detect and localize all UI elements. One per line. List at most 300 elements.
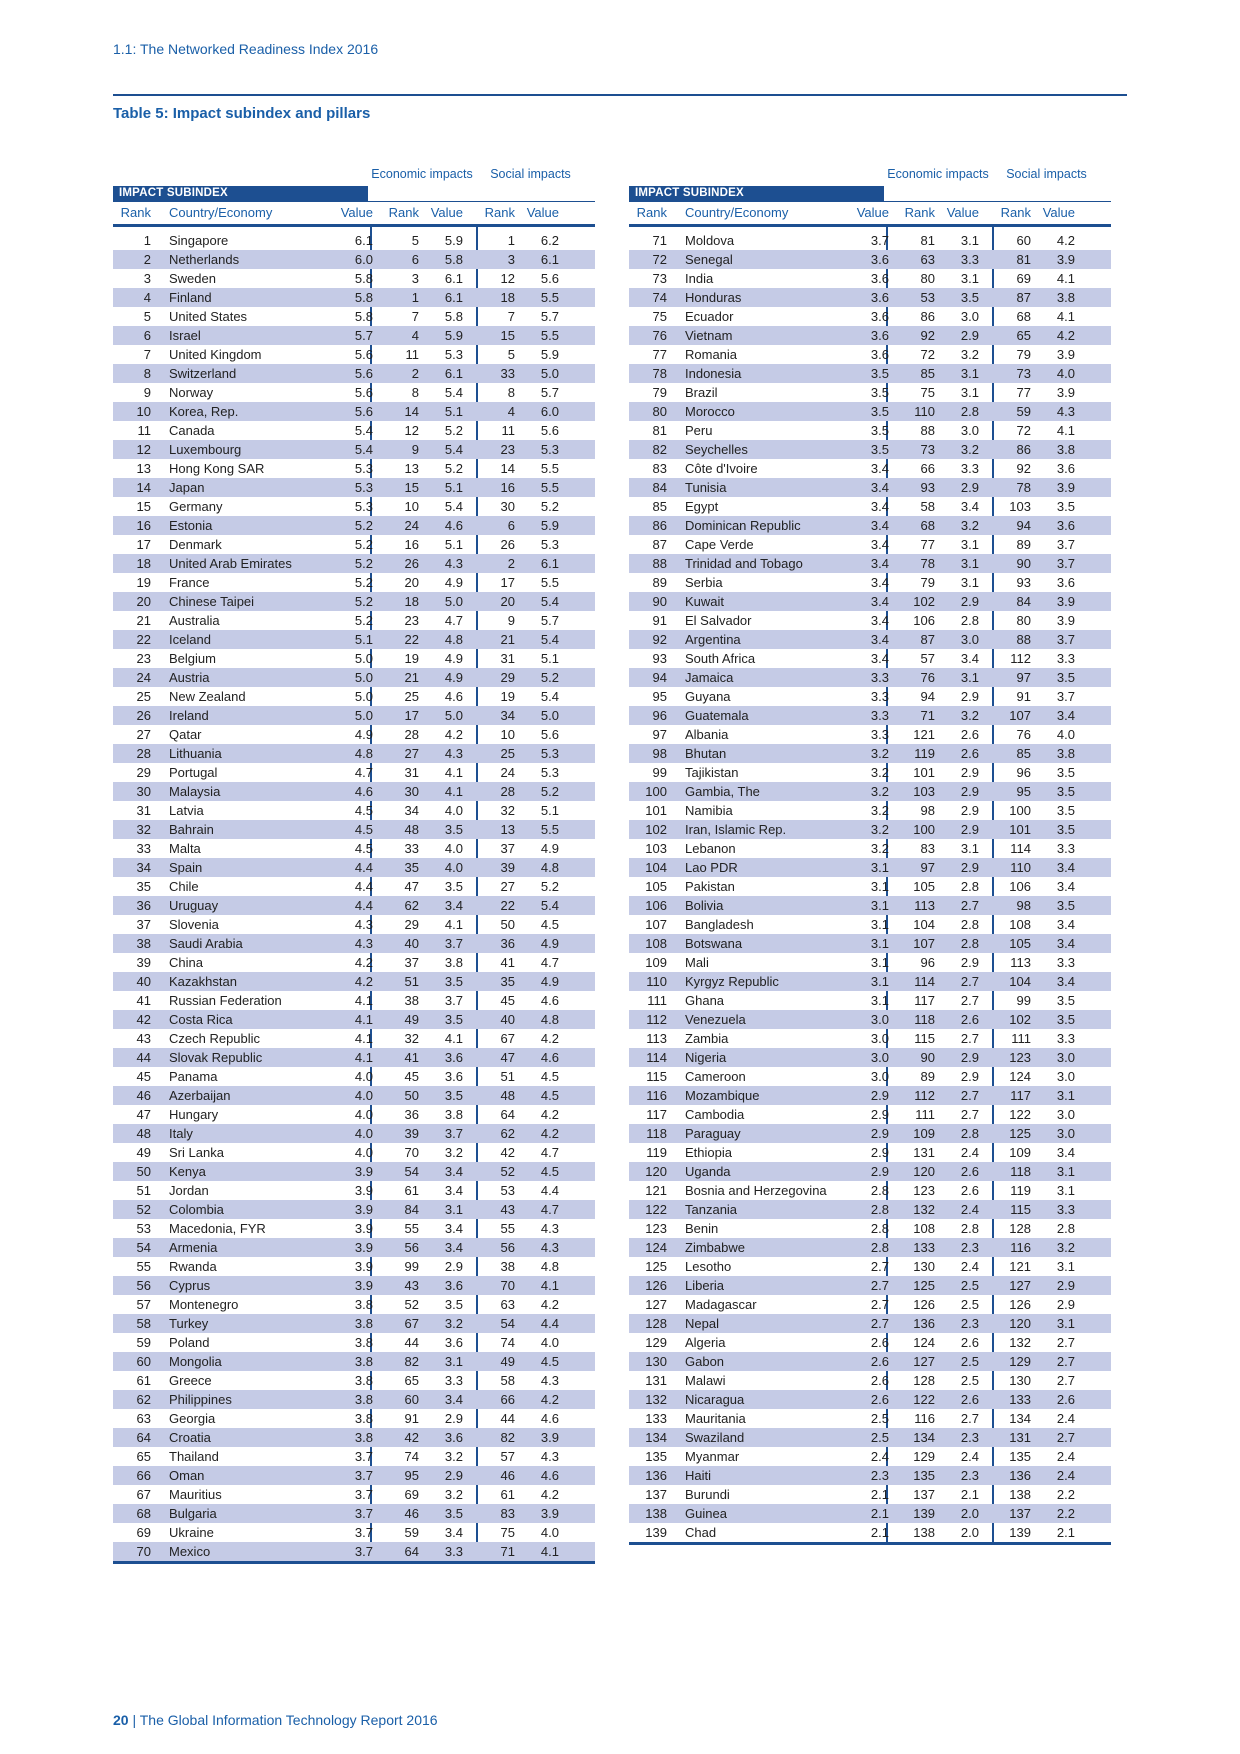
table-row [629, 763, 1111, 782]
rank-cell: 96 [652, 708, 667, 723]
country-cell: Czech Republic [169, 1031, 261, 1046]
eco-rank-cell: 134 [913, 1430, 935, 1445]
eco-value-cell: 2.5 [960, 1354, 979, 1369]
eco-value-cell: 5.2 [444, 461, 463, 476]
soc-value-cell: 5.5 [540, 290, 559, 305]
soc-rank-cell: 14 [500, 461, 515, 476]
rank-cell: 17 [136, 537, 151, 552]
soc-rank-cell: 123 [1009, 1050, 1031, 1065]
eco-rank-cell: 132 [913, 1202, 935, 1217]
table-row [629, 1010, 1111, 1029]
soc-rank-cell: 43 [500, 1202, 515, 1217]
soc-rank-cell: 131 [1009, 1430, 1031, 1445]
table-row [629, 554, 1111, 573]
country-cell: Colombia [169, 1202, 224, 1217]
rank-cell: 121 [645, 1183, 667, 1198]
table-row [629, 896, 1111, 915]
soc-value-cell: 2.8 [1056, 1221, 1075, 1236]
rank-cell: 87 [652, 537, 667, 552]
value-cell: 2.8 [870, 1240, 889, 1255]
eco-rank-cell: 26 [404, 556, 419, 571]
eco-rank-cell: 64 [404, 1544, 419, 1559]
eco-rank-cell: 49 [404, 1012, 419, 1027]
soc-rank-cell: 64 [500, 1107, 515, 1122]
table-body-right [629, 227, 1111, 1545]
eco-rank-cell: 3 [411, 271, 419, 286]
table-row [629, 1219, 1111, 1238]
eco-value-cell: 3.4 [444, 1221, 463, 1236]
soc-value-cell: 3.7 [1056, 689, 1075, 704]
country-cell: Pakistan [685, 879, 735, 894]
eco-rank-cell: 39 [404, 1126, 419, 1141]
eco-value-cell: 2.7 [960, 1031, 979, 1046]
eco-value-cell: 3.7 [444, 936, 463, 951]
eco-rank-cell: 108 [913, 1221, 935, 1236]
rank-cell: 31 [136, 803, 151, 818]
rank-cell: 32 [136, 822, 151, 837]
eco-value-cell: 3.5 [444, 879, 463, 894]
value-cell: 2.6 [870, 1373, 889, 1388]
soc-rank-cell: 69 [1016, 271, 1031, 286]
country-cell: Cameroon [685, 1069, 746, 1084]
soc-rank-cell: 35 [500, 974, 515, 989]
soc-rank-cell: 98 [1016, 898, 1031, 913]
soc-rank-cell: 122 [1009, 1107, 1031, 1122]
country-cell: Chad [685, 1525, 717, 1540]
table-row [113, 516, 595, 535]
soc-rank-cell: 44 [500, 1411, 515, 1426]
soc-value-cell: 3.3 [1056, 1031, 1075, 1046]
country-cell: Saudi Arabia [169, 936, 243, 951]
table-row [113, 820, 595, 839]
table-row [629, 1428, 1111, 1447]
eco-value-cell: 2.9 [960, 328, 979, 343]
country-cell: Vietnam [685, 328, 733, 343]
table-row [113, 972, 595, 991]
eco-value-cell: 3.6 [444, 1278, 463, 1293]
rank-cell: 71 [652, 233, 667, 248]
soc-value-cell: 4.2 [540, 1031, 559, 1046]
country-cell: Slovenia [169, 917, 219, 932]
eco-value-cell: 5.9 [444, 233, 463, 248]
value-cell: 3.4 [870, 632, 889, 647]
table-row [113, 573, 595, 592]
eco-rank-cell: 122 [913, 1392, 935, 1407]
country-cell: Norway [169, 385, 214, 400]
soc-rank-cell: 130 [1009, 1373, 1031, 1388]
soc-value-cell: 5.6 [540, 423, 559, 438]
rank-cell: 52 [136, 1202, 151, 1217]
eco-value-cell: 2.8 [960, 917, 979, 932]
country-cell: Haiti [685, 1468, 712, 1483]
eco-rank-cell: 74 [404, 1449, 419, 1464]
table-row [113, 440, 595, 459]
eco-rank-cell: 82 [404, 1354, 419, 1369]
eco-rank-cell: 90 [920, 1050, 935, 1065]
rank-cell: 24 [136, 670, 151, 685]
soc-value-cell: 3.1 [1056, 1088, 1075, 1103]
country-cell: Costa Rica [169, 1012, 233, 1027]
soc-rank-cell: 40 [500, 1012, 515, 1027]
eco-value-cell: 2.6 [960, 1335, 979, 1350]
soc-rank-cell: 121 [1009, 1259, 1031, 1274]
soc-rank-cell: 73 [1016, 366, 1031, 381]
soc-value-cell: 5.4 [540, 594, 559, 609]
table-row [629, 611, 1111, 630]
eco-rank-cell: 106 [913, 613, 935, 628]
rank-cell: 116 [646, 1088, 667, 1103]
eco-value-cell: 3.1 [960, 670, 979, 685]
eco-value-cell: 5.2 [444, 423, 463, 438]
value-cell: 3.1 [870, 955, 889, 970]
rank-cell: 95 [652, 689, 667, 704]
value-cell: 2.6 [870, 1354, 889, 1369]
soc-rank-cell: 1 [507, 233, 515, 248]
soc-value-cell: 4.0 [540, 1525, 559, 1540]
eco-value-cell: 3.1 [960, 841, 979, 856]
rank-cell: 20 [136, 594, 151, 609]
table-row [113, 478, 595, 497]
rank-cell: 51 [136, 1183, 151, 1198]
eco-rank-cell: 19 [404, 651, 419, 666]
eco-value-cell: 3.3 [444, 1373, 463, 1388]
soc-rank-cell: 106 [1009, 879, 1031, 894]
soc-value-cell: 5.2 [540, 784, 559, 799]
soc-value-cell: 2.7 [1056, 1354, 1075, 1369]
rank-cell: 82 [652, 442, 667, 457]
rank-cell: 38 [136, 936, 151, 951]
country-cell: Nepal [685, 1316, 719, 1331]
eco-value-cell: 2.7 [960, 898, 979, 913]
rank-cell: 40 [136, 974, 151, 989]
country-cell: Bulgaria [169, 1506, 217, 1521]
rank-cell: 102 [645, 822, 667, 837]
rank-cell: 118 [646, 1126, 667, 1141]
country-cell: Nicaragua [685, 1392, 745, 1407]
table-row [629, 1200, 1111, 1219]
country-cell: Cape Verde [685, 537, 754, 552]
soc-value-cell: 3.4 [1056, 879, 1075, 894]
soc-rank-cell: 109 [1009, 1145, 1031, 1160]
soc-rank-cell: 62 [500, 1126, 515, 1141]
country-cell: Seychelles [685, 442, 748, 457]
soc-rank-cell: 28 [500, 784, 515, 799]
eco-rank-cell: 80 [920, 271, 935, 286]
rank-cell: 136 [645, 1468, 667, 1483]
soc-value-cell: 4.6 [540, 1468, 559, 1483]
rank-cell: 11 [137, 423, 151, 438]
eco-rank-cell: 136 [913, 1316, 935, 1331]
country-cell: Argentina [685, 632, 741, 647]
eco-rank-cell: 23 [404, 613, 419, 628]
table-row [629, 1181, 1111, 1200]
rank-cell: 128 [645, 1316, 667, 1331]
soc-value-cell: 5.9 [540, 347, 559, 362]
soc-value-cell: 4.1 [540, 1278, 559, 1293]
table-row [113, 1200, 595, 1219]
rank-cell: 114 [646, 1050, 667, 1065]
soc-value-cell: 5.4 [540, 898, 559, 913]
soc-value-cell: 5.6 [540, 727, 559, 742]
soc-value-cell: 4.5 [540, 917, 559, 932]
table-body-left [113, 227, 595, 1564]
country-cell: Australia [169, 613, 220, 628]
eco-rank-cell: 62 [404, 898, 419, 913]
subindex-label: IMPACT SUBINDEX [629, 186, 884, 201]
eco-rank-cell: 32 [404, 1031, 419, 1046]
rank-cell: 86 [652, 518, 667, 533]
value-cell: 3.8 [354, 1316, 373, 1331]
soc-rank-cell: 129 [1009, 1354, 1031, 1369]
soc-rank-cell: 9 [507, 613, 515, 628]
eco-value-cell: 3.1 [960, 537, 979, 552]
value-cell: 3.5 [870, 385, 889, 400]
table-row [113, 1523, 595, 1542]
eco-rank-cell: 30 [404, 784, 419, 799]
eco-value-cell: 2.9 [960, 480, 979, 495]
value-cell: 3.0 [870, 1069, 889, 1084]
soc-value-cell: 3.9 [1056, 385, 1075, 400]
rank-cell: 14 [136, 480, 151, 495]
country-cell: Morocco [685, 404, 735, 419]
rank-cell: 27 [136, 727, 151, 742]
soc-value-cell: 3.3 [1056, 955, 1075, 970]
country-cell: Malawi [685, 1373, 726, 1388]
value-cell: 3.6 [870, 328, 889, 343]
soc-rank-cell: 38 [500, 1259, 515, 1274]
table-row [113, 1314, 595, 1333]
country-cell: Indonesia [685, 366, 742, 381]
eco-value-cell: 2.9 [444, 1259, 463, 1274]
eco-rank-cell: 52 [404, 1297, 419, 1312]
soc-value-cell: 4.0 [1056, 366, 1075, 381]
eco-value-cell: 3.7 [444, 993, 463, 1008]
eco-rank-cell: 77 [920, 537, 935, 552]
table-row [113, 953, 595, 972]
rank-cell: 8 [143, 366, 151, 381]
soc-value-cell: 4.2 [540, 1126, 559, 1141]
value-cell: 3.0 [870, 1050, 889, 1065]
table-row [113, 1124, 595, 1143]
country-cell: Greece [169, 1373, 212, 1388]
soc-value-cell: 3.8 [1056, 746, 1075, 761]
country-cell: Paraguay [685, 1126, 741, 1141]
eco-rank-cell: 137 [913, 1487, 935, 1502]
soc-value-cell: 3.9 [540, 1506, 559, 1521]
soc-value-cell: 4.9 [540, 974, 559, 989]
table-row [629, 915, 1111, 934]
eco-rank-cell: 129 [913, 1449, 935, 1464]
table-row [629, 1238, 1111, 1257]
eco-rank-cell: 81 [920, 233, 935, 248]
soc-value-cell: 4.8 [540, 860, 559, 875]
soc-value-cell: 4.5 [540, 1088, 559, 1103]
value-cell: 5.3 [354, 461, 373, 476]
soc-rank-cell: 124 [1009, 1069, 1031, 1084]
eco-value-cell: 2.4 [960, 1449, 979, 1464]
eco-rank-cell: 115 [914, 1031, 935, 1046]
eco-value-cell: 3.1 [960, 556, 979, 571]
soc-value-cell: 2.4 [1056, 1411, 1075, 1426]
rank-cell: 21 [136, 613, 151, 628]
country-cell: Montenegro [169, 1297, 239, 1312]
soc-value-cell: 5.7 [540, 309, 559, 324]
rank-cell: 127 [645, 1297, 667, 1312]
value-cell: 3.1 [870, 974, 889, 989]
soc-value-cell: 5.5 [540, 480, 559, 495]
table-row [629, 535, 1111, 554]
eco-value-cell: 3.8 [444, 955, 463, 970]
soc-value-cell: 2.2 [1056, 1506, 1075, 1521]
soc-rank-cell: 5 [507, 347, 515, 362]
eco-value-cell: 3.6 [444, 1050, 463, 1065]
eco-value-cell: 2.7 [960, 1107, 979, 1122]
soc-value-cell: 3.1 [1056, 1183, 1075, 1198]
rank-cell: 88 [652, 556, 667, 571]
soc-value-cell: 2.7 [1056, 1373, 1075, 1388]
table-row [113, 1504, 595, 1523]
value-cell: 3.2 [870, 765, 889, 780]
value-cell: 4.0 [354, 1145, 373, 1160]
soc-rank-cell: 53 [500, 1183, 515, 1198]
eco-value-cell: 3.2 [444, 1449, 463, 1464]
soc-value-cell: 4.2 [1056, 328, 1075, 343]
eco-rank-cell: 130 [913, 1259, 935, 1274]
soc-value-cell: 3.7 [1056, 556, 1075, 571]
eco-value-cell: 3.1 [960, 575, 979, 590]
eco-rank-cell: 89 [920, 1069, 935, 1084]
eco-rank-cell: 102 [913, 594, 935, 609]
table-row [113, 535, 595, 554]
soc-value-cell: 2.4 [1056, 1468, 1075, 1483]
value-cell: 2.1 [870, 1525, 889, 1540]
table-row [629, 421, 1111, 440]
table-row [113, 668, 595, 687]
table-row [113, 1371, 595, 1390]
soc-rank-cell: 132 [1009, 1335, 1031, 1350]
soc-rank-cell: 25 [500, 746, 515, 761]
eco-value-cell: 2.7 [960, 974, 979, 989]
rank-cell: 98 [652, 746, 667, 761]
soc-rank-cell: 110 [1010, 860, 1031, 875]
value-cell: 4.0 [354, 1069, 373, 1084]
rank-cell: 125 [645, 1259, 667, 1274]
rank-cell: 5 [143, 309, 151, 324]
value-cell: 3.7 [354, 1468, 373, 1483]
value-cell: 3.8 [354, 1354, 373, 1369]
soc-rank-cell: 116 [1010, 1240, 1031, 1255]
country-cell: Benin [685, 1221, 719, 1236]
eco-value-cell: 3.8 [444, 1107, 463, 1122]
soc-rank-cell: 61 [500, 1487, 515, 1502]
eco-value-cell: 3.2 [960, 518, 979, 533]
value-cell: 6.0 [354, 252, 373, 267]
table-row [629, 744, 1111, 763]
table-row [113, 1333, 595, 1352]
eco-value-cell: 3.1 [444, 1354, 463, 1369]
country-cell: Honduras [685, 290, 742, 305]
rank-cell: 57 [136, 1297, 151, 1312]
eco-value-cell: 2.9 [960, 1050, 979, 1065]
soc-value-cell: 6.2 [540, 233, 559, 248]
value-cell: 4.1 [354, 1031, 373, 1046]
eco-rank-cell: 22 [404, 632, 419, 647]
table-row [113, 763, 595, 782]
soc-value-cell: 4.4 [540, 1183, 559, 1198]
eco-value-cell: 4.3 [444, 556, 463, 571]
value-cell: 4.1 [354, 1012, 373, 1027]
rank-cell: 89 [652, 575, 667, 590]
table-row [629, 1523, 1111, 1542]
value-cell: 3.2 [870, 746, 889, 761]
eco-rank-cell: 5 [411, 233, 419, 248]
eco-rank-cell: 101 [913, 765, 935, 780]
value-cell: 3.2 [870, 784, 889, 799]
soc-value-cell: 2.6 [1056, 1392, 1075, 1407]
table-row [113, 592, 595, 611]
value-cell: 2.8 [870, 1183, 889, 1198]
soc-rank-cell: 88 [1016, 632, 1031, 647]
value-cell: 2.5 [870, 1430, 889, 1445]
soc-rank-cell: 128 [1009, 1221, 1031, 1236]
value-cell: 5.2 [354, 556, 373, 571]
rank-cell: 111 [647, 993, 667, 1008]
soc-rank-cell: 85 [1016, 746, 1031, 761]
eco-rank-cell: 86 [920, 309, 935, 324]
table-row [629, 250, 1111, 269]
soc-value-cell: 5.5 [540, 328, 559, 343]
country-cell: Luxembourg [169, 442, 242, 457]
table-row [113, 687, 595, 706]
rank-cell: 37 [136, 917, 151, 932]
country-cell: United Kingdom [169, 347, 262, 362]
soc-value-cell: 4.8 [540, 1259, 559, 1274]
eco-rank-cell: 59 [404, 1525, 419, 1540]
soc-rank-cell: 12 [500, 271, 515, 286]
country-cell: Ireland [169, 708, 209, 723]
eco-rank-cell: 54 [404, 1164, 419, 1179]
value-cell: 5.8 [354, 271, 373, 286]
rank-cell: 49 [136, 1145, 151, 1160]
country-cell: Austria [169, 670, 210, 685]
eco-rank-cell: 88 [920, 423, 935, 438]
eco-value-cell: 2.9 [444, 1468, 463, 1483]
soc-value-cell: 4.6 [540, 1050, 559, 1065]
eco-rank-cell: 117 [914, 993, 935, 1008]
soc-rank-cell: 59 [1016, 404, 1031, 419]
eco-value-cell: 4.1 [444, 917, 463, 932]
eco-value-cell: 4.8 [444, 632, 463, 647]
rank-cell: 84 [652, 480, 667, 495]
soc-value-cell: 4.5 [540, 1354, 559, 1369]
soc-rank-cell: 19 [500, 689, 515, 704]
rank-cell: 23 [136, 651, 151, 666]
eco-rank-cell: 126 [913, 1297, 935, 1312]
eco-rank-cell: 31 [404, 765, 419, 780]
eco-rank-cell: 24 [404, 518, 419, 533]
soc-value-cell: 5.0 [540, 708, 559, 723]
rank-cell: 133 [645, 1411, 667, 1426]
value-cell: 5.3 [354, 499, 373, 514]
soc-rank-cell: 50 [500, 917, 515, 932]
eco-value-cell: 2.1 [960, 1487, 979, 1502]
eco-value-cell: 2.9 [960, 860, 979, 875]
table-row [113, 1257, 595, 1276]
rank-cell: 109 [645, 955, 667, 970]
soc-rank-cell: 78 [1016, 480, 1031, 495]
country-cell: Cyprus [169, 1278, 211, 1293]
soc-value-cell: 4.0 [1056, 727, 1075, 742]
